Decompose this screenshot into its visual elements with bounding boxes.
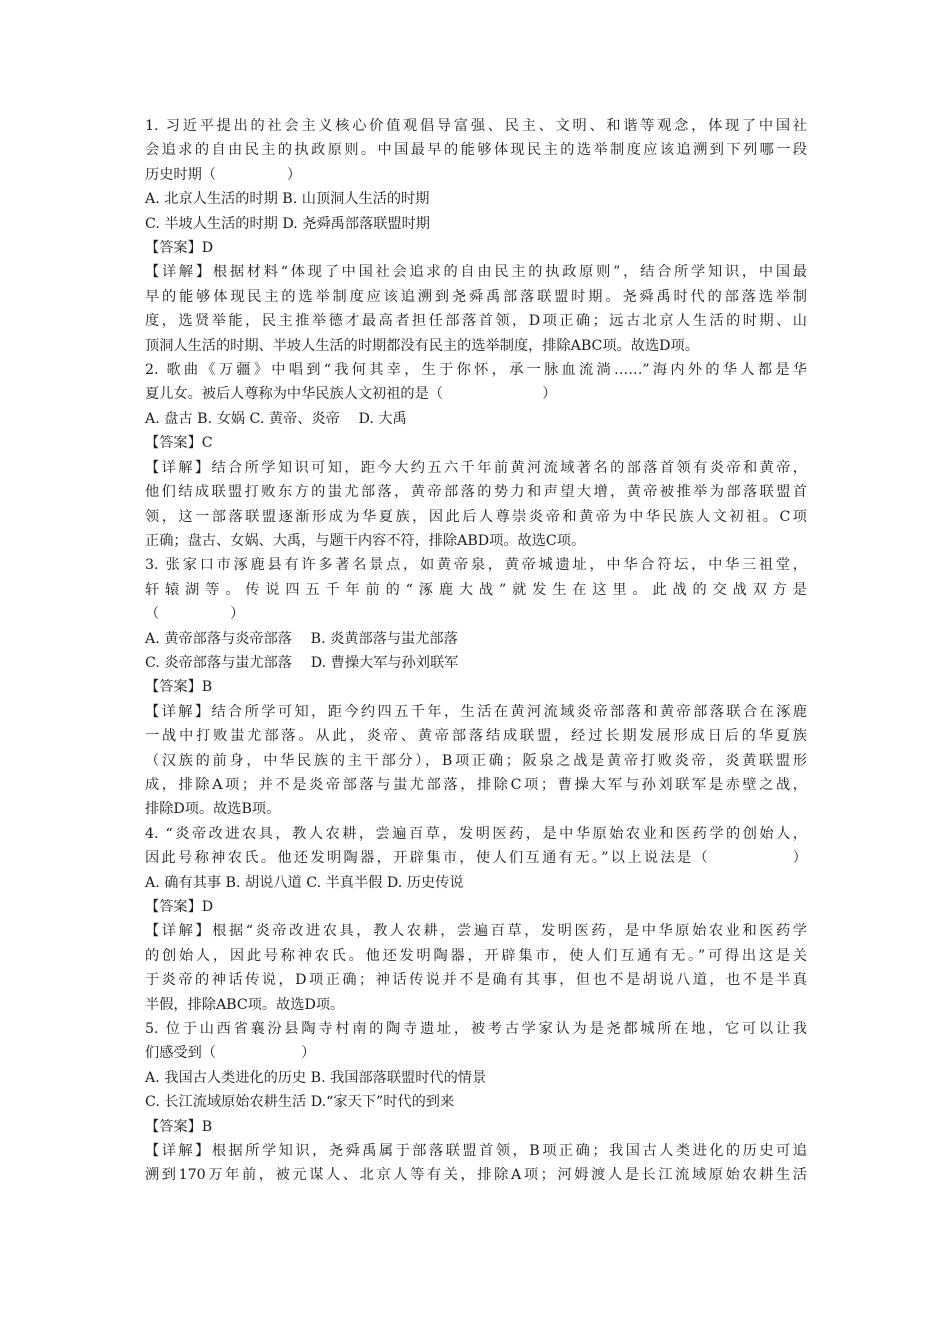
question-4-detail-line-3: 于炎帝的神话传说，D项正确；神话传说并不是确有其事，但也不是胡说八道，也不是半真 (145, 972, 807, 989)
question-3-detail-line-3: （汉族的前身，中华民族的主干部分），B项正确；阪泉之战是黄帝打败炎帝，炎黄联盟形 (145, 752, 807, 769)
question-4-detail-line-4: 半假，排除ABC项。故选D项。 (145, 996, 345, 1013)
question-1-detail-line-4: 顶洞人生活的时期、半坡人生活的时期都没有民主的选举制度，排除ABC项。故选D项。 (145, 337, 699, 354)
question-2-options-line-1: A. 盘古 B. 女娲 C. 黄帝、炎帝 D. 大禹 (145, 410, 407, 427)
question-1-stem-line-3: 历史时期（ ） (145, 166, 302, 183)
question-1 (145, 114, 807, 358)
question-3-detail-line-2: 一战中打败蚩尤部落。从此，炎帝、黄帝部落结成联盟，经过长期发展形成日后的华夏族 (145, 728, 807, 745)
question-4-detail-line-1: 【详解】根据“炎帝改进农具，教人农耕，尝遍百草，发明医药，是中华原始农业和医药学 (145, 923, 807, 940)
question-3-options-line-2: C. 炎帝部落与蚩尤部落 D. 曹操大军与孙刘联军 (145, 654, 459, 671)
question-1-detail-line-1: 【详解】根据材料“体现了中国社会追求的自由民主的执政原则”，结合所学知识，中国最 (145, 264, 807, 281)
question-1-answer: 【答案】D (145, 240, 214, 257)
question-1-options-line-1: A. 北京人生活的时期 B. 山顶洞人生活的时期 (145, 191, 430, 208)
question-3-answer: 【答案】B (145, 679, 213, 696)
question-2-detail-line-3: 领，这一部落联盟逐渐形成为华夏族，因此后人尊崇炎帝和黄帝为中华民族人文初祖。C项 (145, 508, 807, 525)
question-3-detail-line-1: 【详解】结合所学可知，距今约四五千年，生活在黄河流域炎帝部落和黄帝部落联合在涿鹿 (145, 703, 807, 720)
question-5-stem-line-1: 5. 位于山西省襄汾县陶寺村南的陶寺遗址，被考古学家认为是尧都城所在地，它可以让我 (145, 1021, 807, 1038)
document-page (145, 114, 807, 1188)
question-5-stem-line-2: 们感受到（ ） (145, 1045, 316, 1062)
question-4-detail-line-2: 的创始人，因此号称神农氏。他还发明陶器，开辟集市，使人们互通有无。”可得出这是关 (145, 947, 807, 964)
question-5-answer: 【答案】B (145, 1118, 213, 1135)
question-3-options-line-1: A. 黄帝部落与炎帝部落 B. 炎黄部落与蚩尤部落 (145, 630, 458, 647)
question-2-stem-line-2: 夏儿女。被后人尊称为中华民族人文初祖的是（ ） (145, 386, 557, 403)
question-2-answer: 【答案】C (145, 435, 213, 452)
question-2-detail-line-4: 正确；盘古、女娲、大禹，与题干内容不符，排除ABD项。故选C项。 (145, 532, 586, 549)
question-3-detail-line-4: 成，排除A项；并不是炎帝部落与蚩尤部落，排除C项；曹操大军与孙刘联军是赤壁之战， (145, 776, 807, 793)
question-5-detail-line-1: 【详解】根据所学知识，尧舜禹属于部落联盟首领，B项正确；我国古人类进化的历史可追 (145, 1143, 807, 1160)
question-3-stem-line-3: （ ） (145, 606, 245, 623)
question-3-detail-line-5: 排除D项。故选B项。 (145, 801, 281, 818)
question-2-detail-line-2: 他们结成联盟打败东方的蚩尤部落，黄帝部落的势力和声望大增，黄帝被推举为部落联盟首 (145, 484, 807, 501)
question-4-stem-line-1: 4. “炎帝改进农具，教人农耕，尝遍百草，发明医药，是中华原始农业和医药学的创始人， (145, 825, 807, 842)
question-3-stem-line-1: 3. 张家口市涿鹿县有许多著名景点，如黄帝泉，黄帝城遗址，中华合符坛，中华三祖堂， (145, 557, 807, 574)
question-2 (145, 358, 807, 553)
question-3 (145, 553, 807, 821)
question-4-options-line-1: A. 确有其事 B. 胡说八道 C. 半真半假 D. 历史传说 (145, 874, 464, 891)
question-2-detail-line-1: 【详解】结合所学知识可知，距今大约五六千年前黄河流域著名的部落首领有炎帝和黄帝， (145, 459, 807, 476)
question-1-stem-line-1: 1. 习近平提出的社会主义核心价值观倡导富强、民主、文明、和谐等观念，体现了中国社 (145, 118, 807, 134)
question-1-options-line-2: C. 半坡人生活的时期 D. 尧舜禹部落联盟时期 (145, 215, 430, 232)
question-1-detail-line-3: 度，选贤举能，民主推举德才最高者担任部落首领，D项正确；远古北京人生活的时期、山 (145, 313, 807, 330)
question-1-stem-line-2: 会追求的自由民主的执政原则。中国最早的能够体现民主的选举制度应该追溯到下列哪一段 (145, 142, 807, 159)
question-4-answer: 【答案】D (145, 899, 214, 915)
question-5 (145, 1017, 807, 1188)
question-3-stem-line-2: 轩辕湖等。传说四五千年前的“涿鹿大战”就发生在这里。此战的交战双方是 (145, 581, 807, 598)
question-5-options-line-2: C. 长江流域原始农耕生活 D.“家天下”时代的到来 (145, 1094, 455, 1111)
question-5-options-line-1: A. 我国古人类进化的历史 B. 我国部落联盟时代的情景 (145, 1069, 487, 1086)
question-4-stem-line-2: 因此号称神农氏。他还发明陶器，开辟集市，使人们互通有无。”以上说法是（ ） (145, 850, 807, 867)
question-1-detail-line-2: 早的能够体现民主的选举制度应该追溯到尧舜禹部落联盟时期。尧舜禹时代的部落选举制 (145, 288, 807, 305)
question-2-stem-line-1: 2. 歌曲《万疆》中唱到“我何其幸，生于你怀，承一脉血流淌……”海内外的华人都是华 (145, 362, 807, 379)
question-5-detail-line-2: 溯到170万年前，被元谋人、北京人等有关，排除A项；河姆渡人是长江流域原始农耕生活 (145, 1167, 807, 1184)
question-4 (145, 822, 807, 1017)
